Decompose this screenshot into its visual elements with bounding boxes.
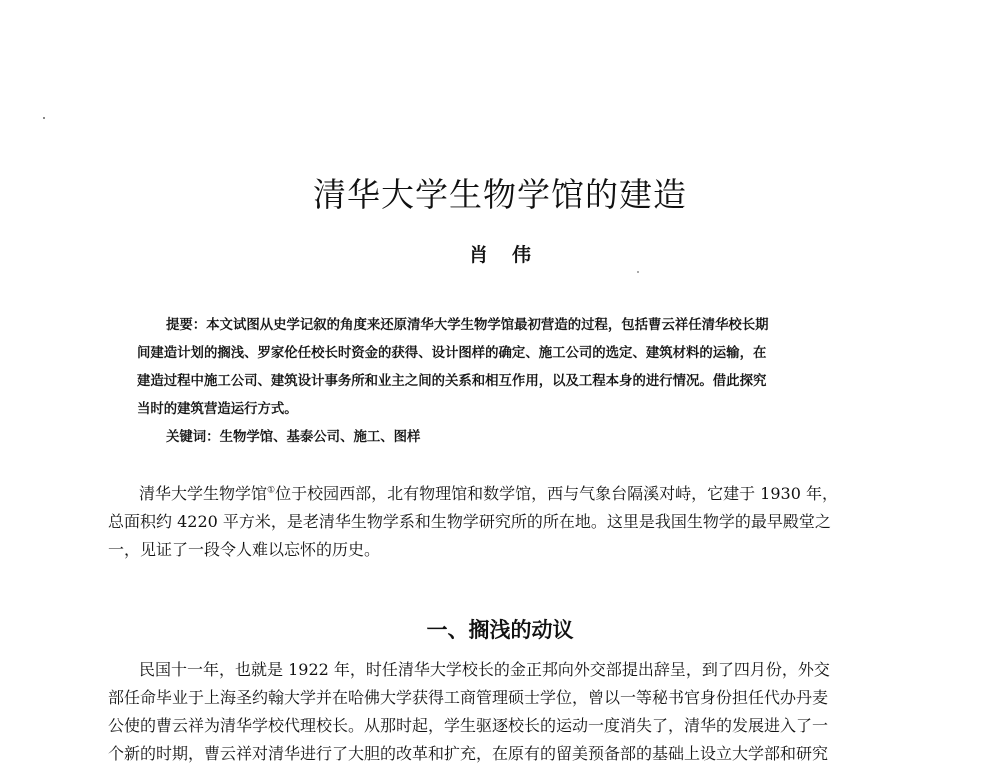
paragraph-line: 个新的时期，曹云祥对清华进行了大胆的改革和扩充，在原有的留美预备部的基础上设立大学部和研究 [108, 744, 829, 763]
abstract-line: 间建造计划的搁浅、罗家伦任校长时资金的获得、设计图样的确定、施工公司的选定、建筑材料的运输，在 [137, 346, 767, 361]
keywords-label: 关键词： [166, 430, 220, 445]
paragraph-line: 民国十一年，也就是 1922 年，时任清华大学校长的金正邦向外交部提出辞呈，到了四月份，外交 [139, 660, 830, 679]
abstract-label: 提要： [166, 318, 207, 333]
abstract-line: 建造过程中施工公司、建筑设计事务所和业主之间的关系和相互作用，以及工程本身的进行情况。借此探究 [137, 374, 767, 389]
scan-speck [43, 117, 45, 119]
abstract [137, 312, 859, 452]
article-author [0, 240, 1000, 267]
paragraph-line: 公使的曹云祥为清华学校代理校长。从那时起，学生驱逐校长的运动一度消失了，清华的发展进入了一 [108, 716, 829, 735]
paragraph-line: 总面积约 4220 平方米，是老清华生物学系和生物学研究所的所在地。这里是我国生物学的最早殿堂之 [108, 512, 831, 531]
intro-paragraph [108, 480, 890, 564]
scan-speck [637, 271, 639, 273]
keywords-value: 生物学馆、基泰公司、施工、图样 [219, 430, 421, 445]
abstract-line: 提要：本文试图从史学记叙的角度来还原清华大学生物学馆最初营造的过程，包括曹云祥任清华校长期 [166, 318, 769, 333]
article-title: 清华大学生物学馆的建造 [313, 175, 687, 215]
footnote-marker[interactable]: ① [267, 485, 276, 496]
paragraph-line: 清华大学生物学馆①位于校园西部，北有物理馆和数学馆，西与气象台隔溪对峙，它建于 1930 年， [139, 484, 838, 503]
abstract-line: 当时的建筑营造运行方式。 [137, 402, 298, 417]
section-1-paragraph [108, 656, 890, 768]
paragraph-line: 一，见证了一段令人难以忘怀的历史。 [108, 540, 381, 559]
author-surname: 肖 [468, 244, 488, 266]
paragraph-line: 部任命毕业于上海圣约翰大学并在哈佛大学获得工商管理硕士学位，曾以一等秘书官身份担任代办丹麦 [108, 688, 829, 707]
section-heading: 一、搁浅的动议 [426, 618, 574, 643]
keywords [137, 424, 859, 452]
author-given-name: 伟 [512, 244, 532, 266]
